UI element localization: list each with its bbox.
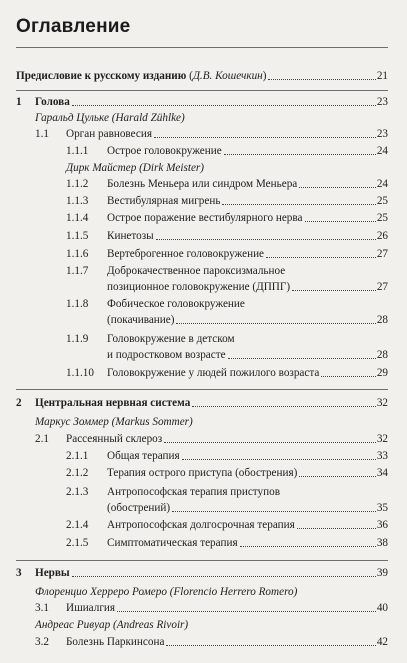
entry-title: позиционное головокружение (ДППГ) — [107, 281, 291, 293]
entry-title: Антропософская долгосрочная терапия — [107, 519, 295, 531]
entry-title: Болезнь Паркинсона — [66, 636, 165, 648]
dot-leader — [182, 459, 376, 460]
page-number: 40 — [376, 602, 388, 614]
page-number: 38 — [376, 537, 388, 549]
dot-leader — [321, 376, 375, 377]
page-number: 23 — [376, 96, 388, 108]
entry-number: 1.1.6 — [66, 248, 89, 260]
chapter-author: Флоренцио Херреро Ромеро (Florencio Herrero Romero) — [35, 586, 298, 598]
page-number: 26 — [376, 230, 388, 242]
entry-number: 1.1.8 — [66, 298, 89, 310]
page-number: 21 — [376, 70, 388, 82]
entry-title: Головокружение у людей пожилого возраста — [107, 367, 320, 379]
entry-title: Вертеброгенное головокружение — [107, 248, 265, 260]
dot-leader — [192, 406, 376, 407]
page-number: 33 — [376, 450, 388, 462]
dot-leader — [297, 528, 376, 529]
entry-number: 1.1.1 — [66, 145, 89, 157]
dot-leader — [72, 105, 376, 106]
page-number: 36 — [376, 519, 388, 531]
section-rule — [16, 560, 388, 561]
page-number: 28 — [376, 349, 388, 361]
chapter-author: Дирк Майстер (Dirk Meister) — [66, 162, 205, 174]
entry-title-line1: Доброкачественное пароксизмальное — [107, 265, 286, 277]
dot-leader — [222, 204, 375, 205]
entry-number: 2.1.2 — [66, 467, 89, 479]
chapter-title: Нервы — [35, 567, 70, 579]
dot-leader — [292, 290, 376, 291]
chapter-author: Маркус Зоммер (Markus Sommer) — [35, 416, 193, 428]
page-number: 27 — [376, 281, 388, 293]
entry-title: Общая терапия — [107, 450, 180, 462]
entry-title: Ишиалгия — [66, 602, 116, 614]
page-number: 27 — [376, 248, 388, 260]
dot-leader — [268, 79, 375, 80]
page-number: 25 — [376, 195, 388, 207]
entry-title: Симптоматическая терапия — [107, 537, 238, 549]
page-title: Оглавление — [16, 16, 131, 37]
entry-number: 1.1 — [35, 128, 49, 140]
chapter-number: 2 — [16, 397, 22, 409]
chapter-title: Голова — [35, 96, 70, 108]
dot-leader — [156, 239, 376, 240]
dot-leader — [166, 645, 375, 646]
toc-page: Оглавление Предисловие к русскому изданию (Д.В. Кошечкин) 21 1 Голова 23 Гаральд Цульке (Harald Zühlke) 1.1 Орган равновесия 23 1.1.1 Острое головокружение 24 Дирк Майстер (Dirk Meister) 1.1.2 Болезнь Меньера или синдром Меньера 24 1.1.3 Вестибулярная мигрень 25 1.1.4 Острое поражение вестибулярного нерва 25 1.1.5 Кинетозы 26 1.1.6 Вертеброгенное головокружение 27 1.1.7 Доброкачественное пароксизмальное позиционное головокружение (ДППГ) 27 1.1.8 Фобическое головокружение (покачивание) 28 1.1.9 Головокружение в детском и подростковом возрасте 28 1.1.10 Головокружение у людей пожилого возраста 29 2 Центральная нервная система 32 Маркус Зоммер (Markus Sommer) 2.1 Рассеянный склероз 32 2.1.1 Общая терапия 33 2.1.2 Терапия острого приступа (обострения) 34 2.1.3 Антропософская терапия приступов (обострений) 35 2.1.4 Антропософская долгосрочная терапия 36 2.1.5 Симптоматическая терапия 38 3 Нервы 39 Флоренцио Херреро Ромеро (Florencio Herrero Romero) 3.1 Ишиалгия 40 Андреас Ривуар (Andreas Rivoir) 3.2 Болезнь Паркинсона 42 — [16, 16, 388, 648]
entry-number: 2.1.1 — [66, 450, 89, 462]
dot-leader — [176, 323, 375, 324]
entry-title: (обострений) — [107, 502, 171, 514]
preface-label: Предисловие к русскому изданию — [16, 70, 187, 82]
entry-title: Кинетозы — [107, 230, 154, 242]
entry-number: 2.1.5 — [66, 537, 89, 549]
entry-number: 1.1.7 — [66, 265, 89, 277]
dot-leader — [228, 358, 376, 359]
page-number: 32 — [376, 433, 388, 445]
dot-leader — [299, 476, 375, 477]
entry-number: 1.1.4 — [66, 212, 89, 224]
page-number: 24 — [376, 145, 388, 157]
chapter-number: 3 — [16, 567, 22, 579]
page-number: 42 — [376, 636, 388, 648]
entry-number: 3.1 — [35, 602, 49, 614]
preface-editor: Д.В. Кошечкин — [192, 70, 263, 82]
page-number: 35 — [376, 502, 388, 514]
entry-number: 3.2 — [35, 636, 49, 648]
entry-title-line1: Антропософская терапия приступов — [107, 486, 281, 498]
title-rule — [16, 47, 388, 48]
chapter-author: Гаральд Цульке (Harald Zühlke) — [35, 112, 185, 124]
entry-title: Острое головокружение — [107, 145, 222, 157]
dot-leader — [266, 257, 376, 258]
page-number: 23 — [376, 128, 388, 140]
chapter-author: Андреас Ривуар (Andreas Rivoir) — [35, 619, 189, 631]
entry-title: и подростковом возрасте — [107, 349, 226, 361]
entry-title: Вестибулярная мигрень — [107, 195, 221, 207]
entry-title: Орган равновесия — [66, 128, 152, 140]
entry-number: 2.1.3 — [66, 486, 89, 498]
entry-number: 1.1.2 — [66, 178, 89, 190]
entry-number: 1.1.9 — [66, 333, 89, 345]
dot-leader — [240, 546, 376, 547]
entry-title: Рассеянный склероз — [66, 433, 163, 445]
entry-title-line1: Головокружение в детском — [107, 333, 235, 345]
section-rule — [16, 389, 388, 390]
entry-title: Болезнь Меньера или синдром Меньера — [107, 178, 298, 190]
page-number: 39 — [376, 567, 388, 579]
chapter-number: 1 — [16, 96, 22, 108]
entry-number: 1.1.5 — [66, 230, 89, 242]
entry-number: 1.1.10 — [66, 367, 94, 379]
chapter-title: Центральная нервная система — [35, 397, 191, 409]
section-rule — [16, 90, 388, 91]
page-number: 29 — [376, 367, 388, 379]
dot-leader — [117, 611, 376, 612]
entry-title: Острое поражение вестибулярного нерва — [107, 212, 303, 224]
dot-leader — [172, 511, 376, 512]
entry-number: 2.1.4 — [66, 519, 89, 531]
dot-leader — [164, 442, 376, 443]
dot-leader — [299, 187, 376, 188]
entry-number: 2.1 — [35, 433, 49, 445]
dot-leader — [224, 154, 376, 155]
entry-title-line1: Фобическое головокружение — [107, 298, 245, 310]
entry-title: (покачивание) — [107, 314, 175, 326]
dot-leader — [72, 576, 376, 577]
page-number: 32 — [376, 397, 388, 409]
page-number: 34 — [376, 467, 388, 479]
page-number: 28 — [376, 314, 388, 326]
entry-title: Терапия острого приступа (обострения) — [107, 467, 298, 479]
dot-leader — [305, 221, 376, 222]
page-number: 25 — [376, 212, 388, 224]
dot-leader — [154, 137, 376, 138]
entry-number: 1.1.3 — [66, 195, 89, 207]
page-number: 24 — [376, 178, 388, 190]
